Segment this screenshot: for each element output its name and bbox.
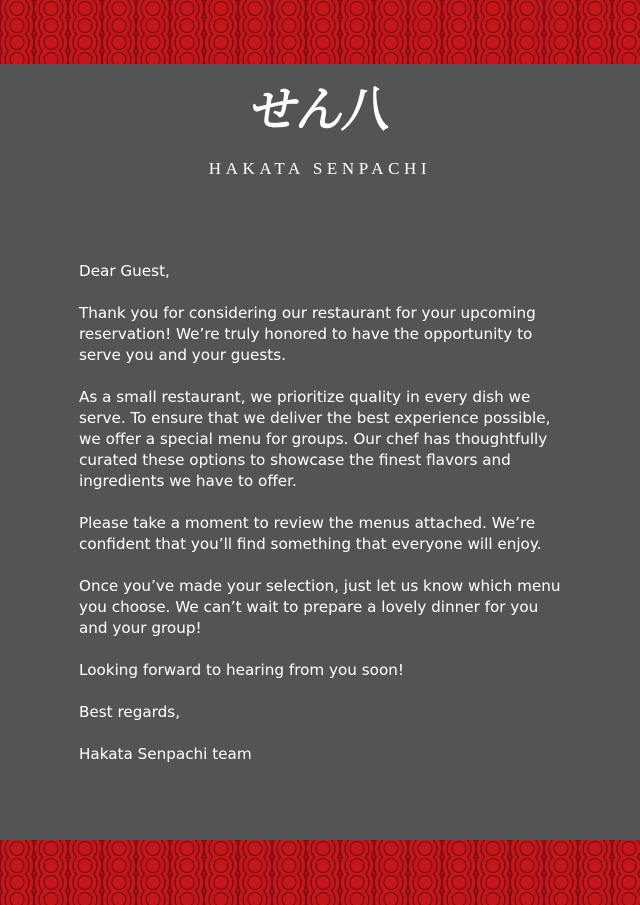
seigaiha-wave-pattern-bottom [0,840,640,905]
letter-paragraph: Thank you for considering our restaurant for your upcoming reservation! We’re truly honored to have the opportunity to serve you and your guests. [79,304,536,364]
letter-paragraph: Once you’ve made your selection, just let us know which menu you choose. We can’t wait to prepare a lovely dinner for you and your group! [79,577,561,637]
letter-closing: Best regards, [79,703,181,721]
letter-signature: Hakata Senpachi team [79,745,252,763]
seigaiha-wave-pattern-top [0,0,640,64]
restaurant-name: HAKATA SENPACHI [208,159,432,178]
letter-paragraph: Please take a moment to review the menus attached. We’re confident that you’ll find something that everyone will enjoy. [79,514,542,553]
letter-greeting: Dear Guest, [79,262,170,280]
letter-body [79,261,565,786]
letter-paragraph: As a small restaurant, we prioritize quality in every dish we serve. To ensure that we deliver the best experience possible, we offer a special menu for groups. Our chef has thoughtfully curated these options to showcase the finest flavors and ingredients we have to offer. [79,388,551,490]
letter-paragraph: Looking forward to hearing from you soon! [79,661,404,679]
senpachi-logo: せん八 [247,82,393,138]
